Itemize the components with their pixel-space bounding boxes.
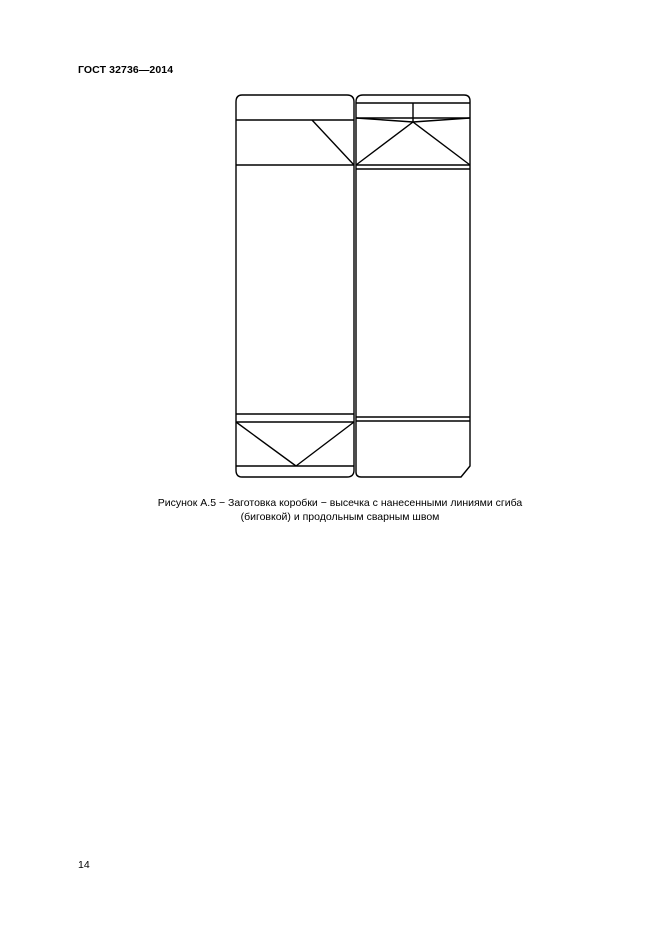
document-standard-header: ГОСТ 32736—2014 — [78, 64, 174, 76]
left-bottom-diagonal-1 — [236, 422, 296, 466]
right-top-diagonal-4 — [413, 122, 470, 165]
caption-line-2: (биговкой) и продольным сварным швом — [240, 511, 440, 523]
caption-line-1: Рисунок А.5 − Заготовка коробки − высечка с нанесенными линиями сгиба — [157, 497, 523, 509]
page-number: 14 — [78, 859, 90, 871]
left-top-diagonal — [312, 120, 354, 165]
left-bottom-diagonal-2 — [296, 422, 354, 466]
figure-caption — [130, 496, 550, 524]
left-panel-outline — [236, 95, 354, 477]
right-top-diagonal-3 — [356, 122, 413, 165]
